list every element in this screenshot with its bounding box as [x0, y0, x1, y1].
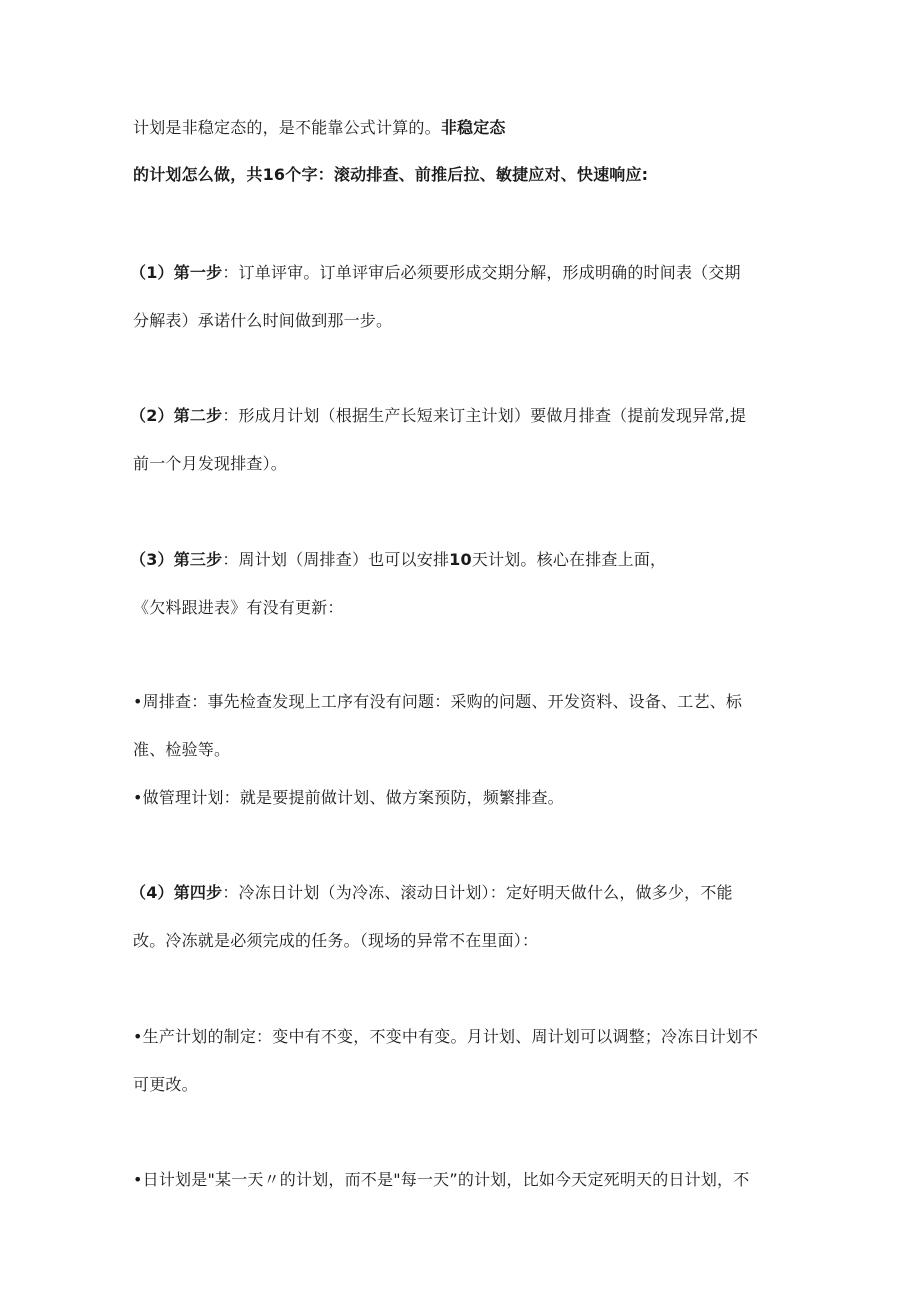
- step1-line-1: [130, 262, 741, 284]
- step2-text-1: ：形成月计划（根据生产长短来订主计划）要做月排查（提前发现异常,提: [222, 406, 747, 425]
- step4-line-2: 改。冷冻就是必须完成的任务。（现场的异常不在里面）：: [133, 931, 539, 950]
- bullet-daily-plan: •日计划是"某一天〃的计划，而不是"每一天”的计划，比如今天定死明天的日计划，不: [133, 1170, 750, 1189]
- bullet-weekly-check-line-1: •周排查：事先检查发现上工序有没有问题：采购的问题、开发资料、设备、工艺、标: [133, 692, 743, 711]
- step1-line-2: 分解表）承诺什么时间做到那一步。: [133, 311, 393, 330]
- bullet-production-plan-line-2: 可更改。: [133, 1075, 198, 1094]
- step4-line-1: [130, 882, 733, 904]
- intro-line-2: 的计划怎么做，共16个字：滚动排查、前推后拉、敏捷应对、快速响应:: [133, 165, 649, 184]
- step3-line-1: [130, 549, 666, 571]
- intro-text: 计划是非稳定态的，是不能靠公式计算的。: [133, 118, 441, 137]
- bullet-production-plan-line-1: •生产计划的制定：变中有不变，不变中有变。月计划、周计划可以调整；冷冻日计划不: [133, 1027, 759, 1046]
- step4-label: （4）第四步: [130, 883, 223, 902]
- step2-label: （2）第二步: [130, 406, 223, 425]
- step3-text-1a: ：周计划（周排查）也可以安排: [222, 550, 450, 569]
- step3-label: （3）第三步: [130, 550, 223, 569]
- step2-line-1: [130, 405, 746, 427]
- step4-text-1: ：冷冻日计划（为冷冻、滚动日计划）：定好明天做什么，做多少，不能: [222, 883, 733, 902]
- step3-line-2: 《欠料跟进表》有没有更新：: [133, 598, 344, 617]
- bullet-management-plan: •做管理计划：就是要提前做计划、做方案预防，频繁排查。: [133, 788, 564, 807]
- step3-days: 10: [449, 550, 472, 569]
- intro-line-1: [133, 117, 506, 139]
- step3-text-1c: 天计划。核心在排查上面，: [471, 550, 667, 569]
- step1-text-1: ：订单评审。订单评审后必须要形成交期分解，形成明确的时间表（交期: [222, 263, 741, 282]
- bullet-weekly-check-line-2: 准、检验等。: [133, 740, 231, 759]
- intro-bold-1: 非稳定态: [440, 118, 506, 137]
- step1-label: （1）第一步: [130, 263, 223, 282]
- step2-line-2: 前一个月发现排查）。: [133, 454, 288, 473]
